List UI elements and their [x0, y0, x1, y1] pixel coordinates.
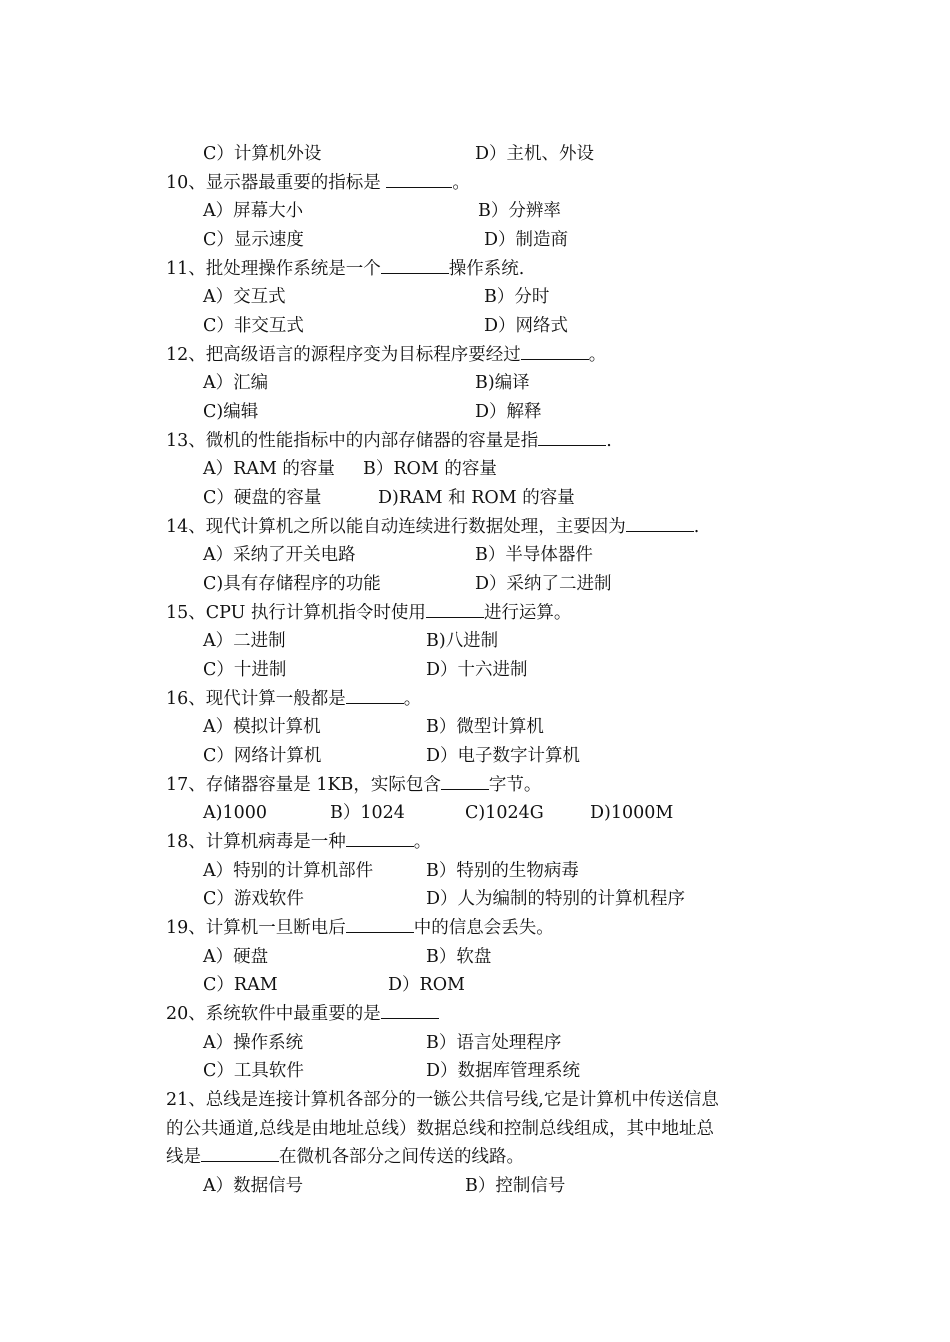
question-text-end: 。 [413, 832, 432, 852]
question-10 [166, 172, 470, 194]
option-b: B)编译 [475, 373, 530, 393]
answer-blank [521, 344, 589, 360]
option-d: D）制造商 [484, 230, 569, 250]
option-c: C）网络计算机 [203, 746, 322, 766]
option-b: B）分时 [484, 287, 550, 307]
option-d: D）十六进制 [426, 660, 528, 680]
option-a: A）硬盘 [203, 947, 269, 967]
question-17 [166, 774, 541, 796]
question-text: 12、把高级语言的源程序变为目标程序要经过 [166, 345, 521, 365]
option-d: D）解释 [475, 402, 542, 422]
question-text: 13、微机的性能指标中的内部存储器的容量是指 [166, 431, 539, 451]
question-21-line-1: 21、总线是连接计算机各部分的一镞公共信号线,它是计算机中传送信息 [166, 1090, 719, 1110]
question-text-end: 操作系统. [448, 259, 525, 279]
option-a: A）采纳了开关电路 [203, 545, 356, 565]
answer-blank [346, 688, 404, 704]
question-text: 16、现代计算一般都是 [166, 689, 346, 709]
option-c: C）硬盘的容量 [203, 488, 322, 508]
option-d: D)RAM 和 ROM 的容量 [378, 488, 575, 508]
option-b: B）软盘 [426, 947, 492, 967]
question-21-line-3 [166, 1146, 524, 1168]
option-b: B）1024 [330, 803, 405, 823]
question-text-end: 在微机各部分之间传送的线路。 [279, 1147, 524, 1167]
option-c: C）计算机外设 [203, 144, 322, 164]
answer-blank [441, 774, 489, 790]
option-a: A）交互式 [203, 287, 286, 307]
question-text-end: 字节。 [488, 775, 542, 795]
question-text-end: 。 [452, 173, 470, 193]
option-d: D）人为编制的特别的计算机程序 [426, 889, 686, 909]
option-a: A）模拟计算机 [203, 717, 321, 737]
option-c: C)具有存储程序的功能 [203, 574, 381, 594]
option-b: B)八进制 [426, 631, 499, 651]
option-a: A）屏幕大小 [203, 201, 304, 221]
answer-blank [381, 1003, 439, 1019]
option-a: A）操作系统 [203, 1033, 304, 1053]
question-11 [166, 258, 524, 280]
option-a: A）RAM 的容量 [203, 459, 335, 479]
option-a: A）汇编 [203, 373, 269, 393]
option-c: C）十进制 [203, 660, 287, 680]
option-d: D）网络式 [484, 316, 569, 336]
option-a: A）二进制 [203, 631, 286, 651]
option-d: D）电子数字计算机 [426, 746, 581, 766]
option-d: D)1000M [590, 803, 674, 823]
question-18 [166, 831, 431, 853]
question-text: 10、显示器最重要的指标是 [166, 173, 381, 193]
option-c: C）非交互式 [203, 316, 304, 336]
question-text-end: 。 [403, 689, 422, 709]
question-text-end: 。 [588, 345, 607, 365]
question-16 [166, 688, 421, 710]
option-a: A）数据信号 [203, 1176, 304, 1196]
option-c: C）显示速度 [203, 230, 304, 250]
option-b: B）ROM 的容量 [363, 459, 497, 479]
question-text: 15、CPU 执行计算机指令时使用 [166, 603, 426, 623]
question-text-end: 进行运算。 [483, 603, 572, 623]
option-b: B）控制信号 [465, 1176, 566, 1196]
option-c: C)编辑 [203, 402, 259, 422]
option-d: D）主机、外设 [475, 144, 595, 164]
question-text-end: . [693, 517, 700, 537]
option-c: C）RAM [203, 975, 278, 995]
option-d: D）ROM [388, 975, 465, 995]
answer-blank [346, 831, 414, 847]
option-a: A)1000 [203, 803, 268, 823]
option-d: D）数据库管理系统 [426, 1061, 581, 1081]
option-a: A）特别的计算机部件 [203, 861, 374, 881]
question-19 [166, 917, 554, 939]
question-text: 18、计算机病毒是一种 [166, 832, 346, 852]
question-text: 14、现代计算机之所以能自动连续进行数据处理，主要因为 [166, 517, 626, 537]
answer-blank [201, 1146, 279, 1162]
option-b: B）半导体器件 [475, 545, 593, 565]
question-text: 20、系统软件中最重要的是 [166, 1004, 381, 1024]
answer-blank [626, 516, 694, 532]
option-c: C)1024G [465, 803, 544, 823]
option-b: B）分辨率 [478, 201, 561, 221]
question-13 [166, 430, 612, 452]
question-text-end: 中的信息会丢失。 [413, 918, 554, 938]
option-c: C）游戏软件 [203, 889, 304, 909]
question-21-line-2: 的公共通道,总线是由地址总线）数据总线和控制总线组成，其中地址总 [166, 1119, 715, 1139]
question-text: 线是 [166, 1147, 201, 1167]
option-b: B）语言处理程序 [426, 1033, 562, 1053]
question-14 [166, 516, 699, 538]
question-text-end: . [606, 431, 612, 451]
question-text: 17、存储器容量是 1KB，实际包含 [166, 775, 441, 795]
answer-blank [386, 172, 452, 188]
answer-blank [381, 258, 449, 274]
option-b: B）特别的生物病毒 [426, 861, 579, 881]
question-15 [166, 602, 571, 624]
answer-blank [346, 917, 414, 933]
question-20 [166, 1003, 439, 1025]
answer-blank [426, 602, 484, 618]
question-text: 11、批处理操作系统是一个 [166, 259, 381, 279]
option-d: D）采纳了二进制 [475, 574, 612, 594]
question-12 [166, 344, 606, 366]
answer-blank [538, 430, 606, 446]
option-c: C）工具软件 [203, 1061, 304, 1081]
option-b: B）微型计算机 [426, 717, 544, 737]
question-text: 19、计算机一旦断电后 [166, 918, 346, 938]
